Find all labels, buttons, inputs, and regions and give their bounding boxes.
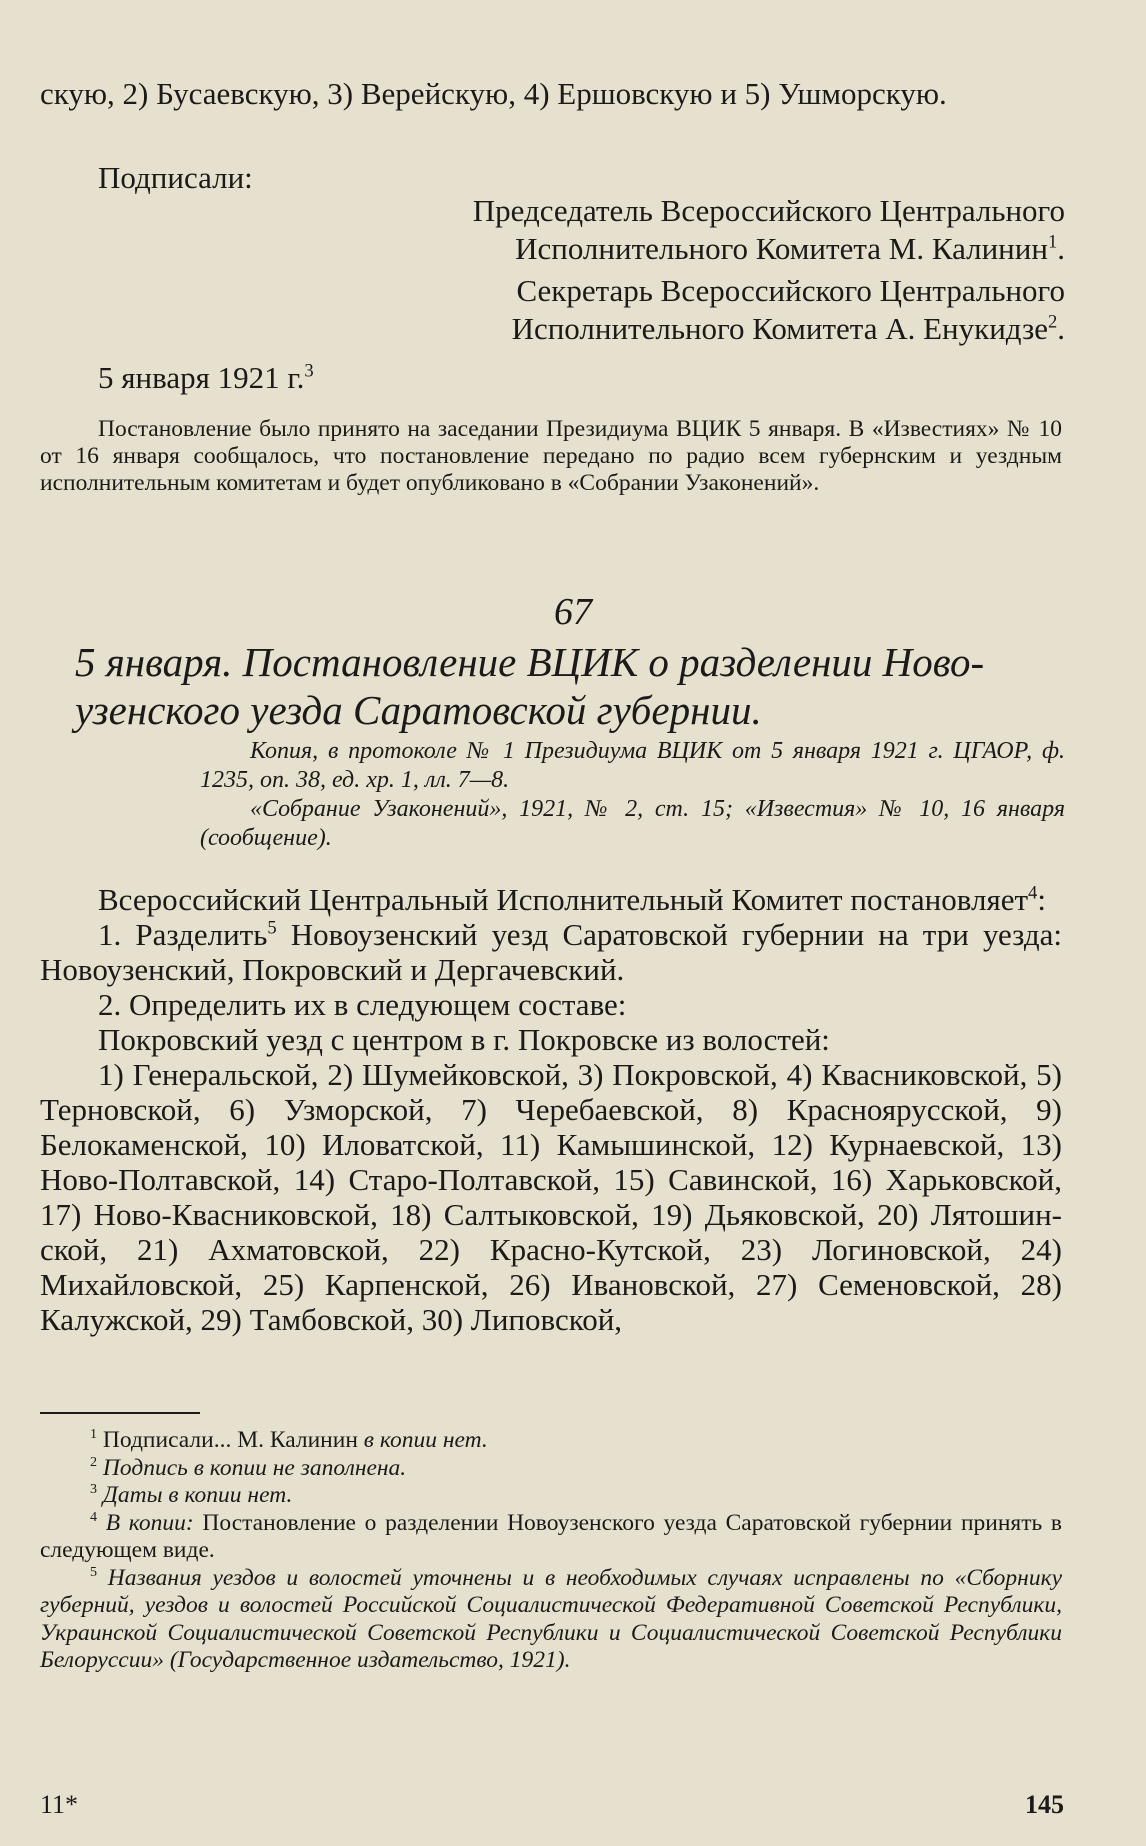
printer-signature-mark: 11* [40,1790,79,1819]
body-point-1 [40,917,1062,987]
footnote-2 [40,1455,1062,1483]
body-intro: Всероссийский Центральный Исполнительный Комитет постановляет$^4$: [98,882,1046,917]
footnote-4-text: Постановление о разделении Новоузенского уезда Саратовской губернии принять в следующем виде. [40,1509,1062,1563]
footnote-4-number: 4 [90,1508,98,1525]
footnote-1 [40,1427,1062,1455]
footnote-3-text: Даты в копии нет. [102,1482,293,1508]
footnote-3-number: 3 [90,1481,98,1498]
archival-sources [200,737,1065,853]
signature-chairman [300,192,1065,268]
body-point-1-end: Новоузенский уезд Саратовской губернии на три уезда: Новоузенский, Покровский и Дергачевский. [40,917,1062,987]
signed-label-block [40,160,1062,195]
source-archive: Копия, в протоколе № 1 Президиума ВЦИК от 5 января 1921 г. ЦГАОР, ф. 1235, оп. 38, ед. хр. 1, лл. 7—8. [200,738,1065,793]
signed-label: Подписали: [98,160,253,195]
signature-secretary [300,272,1065,348]
signature-chairman-name: Исполнительного Комитета М. Калинин [515,231,1048,266]
document-number: 67 [554,591,592,633]
footnote-1-quote: Подписали... М. Калинин [102,1427,358,1453]
footnote-1-comment: в копии нет. [357,1427,488,1453]
footnote-3 [40,1482,1062,1510]
signature-chairman-line2: Исполнительного Комитета М. Калинин$^1$. [515,231,1065,266]
signature-secretary-line2: Исполнительного Комитета А. Енукидзе$^2$. [511,311,1065,346]
footnote-5-number: 5 [90,1563,98,1580]
footnote-4-label: В копии: [105,1509,194,1536]
signature-secretary-line1: Секретарь Всероссийского Центрального [516,273,1065,308]
document-title: 5 января. Постановление ВЦИК о разделении Новоузенского уезда Саратовской губернии. [75,639,985,733]
body-point-2: 2. Определить их в следующем составе: [98,987,627,1022]
document-date [40,360,1062,395]
footnote-divider [40,1412,200,1414]
footnote-ref-5: 5 [267,917,277,939]
signature-chairman-line1: Председатель Всероссийского Центрального [472,193,1065,228]
page-number: 145 [1025,1790,1064,1819]
footnote-5-text: Названия уездов и волостей уточнены и в необходимых случаях исправлены по «Сборнику губерний, уездов и волостей Российской Социалистической Федеративной Советской Республики, Украинской Социалистической Советской Республики и Социалистической Советской Республики Белоруссии» (Государственное издательство, 1921). [40,1564,1063,1673]
footnote-ref-1: 1 [1047,231,1058,253]
footnote-ref-3: 3 [304,360,314,382]
continuation-paragraph: скую, 2) Бусаевскую, 3) Верейскую, 4) Ершовскую и 5) Ушморскую. [40,76,947,111]
continuation-text [40,76,1062,111]
body-volost-list: 1) Генеральской, 2) Шумейковской, 3) Покровской, 4) Квасниковской, 5) Терновской, 6) Узморской, 7) Черебаевской, 8) Красноярусской, 9) Белокаменской, 10) Иловатской, 11) Камышинской, 12) Курнаевской, 13) Ново-Полтавской, 14) Старо-Полтавской, 15) Савинской, 16) Харьковской, 17) Ново-Квасниковской, 18) Салтыковской, 19) Дьяковской, 20) Лятошинской, 21) Ахматовской, 22) Красно-Кутской, 23) Логиновской, 24) Михайловской, 25) Карпенской, 26) Ивановской, 27) Семеновской, 28) Калужской, 29) Тамбовской, 30) Липовской, [40,1057,1062,1337]
footnote-1-number: 1 [90,1426,98,1443]
body-point-1-start: 1. Разделить [98,917,268,952]
footnote-2-text: Подпись в копии не заполнена. [102,1454,407,1481]
source-publication: «Собрание Узаконений», 1921, № 2, ст. 15; «Известия» № 10, 16 января (сообщение). [200,796,1065,851]
body-pokrovsky-intro: Покровский уезд с центром в г. Покровске из волостей: [98,1022,830,1057]
footnote-5 [40,1565,1062,1675]
footnote-ref-4: 4 [1028,882,1038,904]
document-body [40,882,1062,1337]
body-intro-text: Всероссийский Центральный Исполнительный Комитет постановляет [98,882,1029,917]
footnote-4 [40,1510,1062,1565]
footnote-2-number: 2 [90,1453,98,1470]
date-block [40,360,1062,395]
signature-secretary-name: Исполнительного Комитета А. Енукидзе [511,311,1048,346]
editorial-note-text: Постановление было принято на заседании Президиума ВЦИК 5 января. В «Известиях» № 10 от 16 января сообщалось, что постановление передано по радио всем губернским и уездным исполнительным комитетам и будет опубликовано в «Собрании Узаконений». [40,416,1062,496]
editorial-note [40,416,1062,497]
footnotes [40,1427,1062,1675]
footnote-ref-2: 2 [1047,311,1058,333]
date-text: 5 января 1921 г. [98,360,305,395]
